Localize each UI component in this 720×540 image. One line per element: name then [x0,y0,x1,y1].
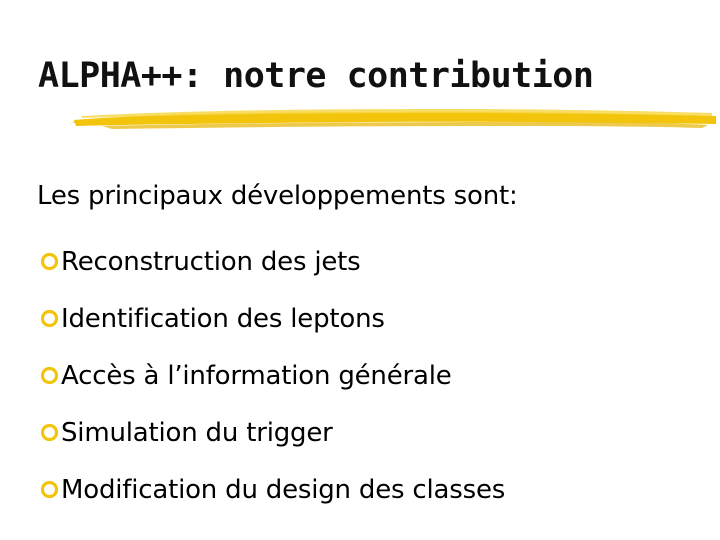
bullet-item [40,461,505,518]
yellow-ring-bullet-icon [40,480,59,499]
yellow-ring-bullet-icon [40,423,59,442]
yellow-ring-bullet-icon [40,252,59,271]
bullet-text: Accès à l’information générale [61,360,452,391]
yellow-ring-bullet-icon [40,309,59,328]
bullet-text: Modification du design des classes [61,474,506,505]
bullet-text: Identification des leptons [61,303,385,334]
bullet-item [40,347,505,404]
bullet-list [40,233,505,518]
intro-text: Les principaux développements sont: [37,181,518,211]
bullet-text: Simulation du trigger [61,417,333,448]
title-underline-brush [72,104,718,132]
bullet-item [40,233,505,290]
bullet-item [40,404,505,461]
bullet-text: Reconstruction des jets [61,246,361,277]
bullet-item [40,290,505,347]
yellow-ring-bullet-icon [40,366,59,385]
slide-title: ALPHA++: notre contribution [38,56,594,96]
